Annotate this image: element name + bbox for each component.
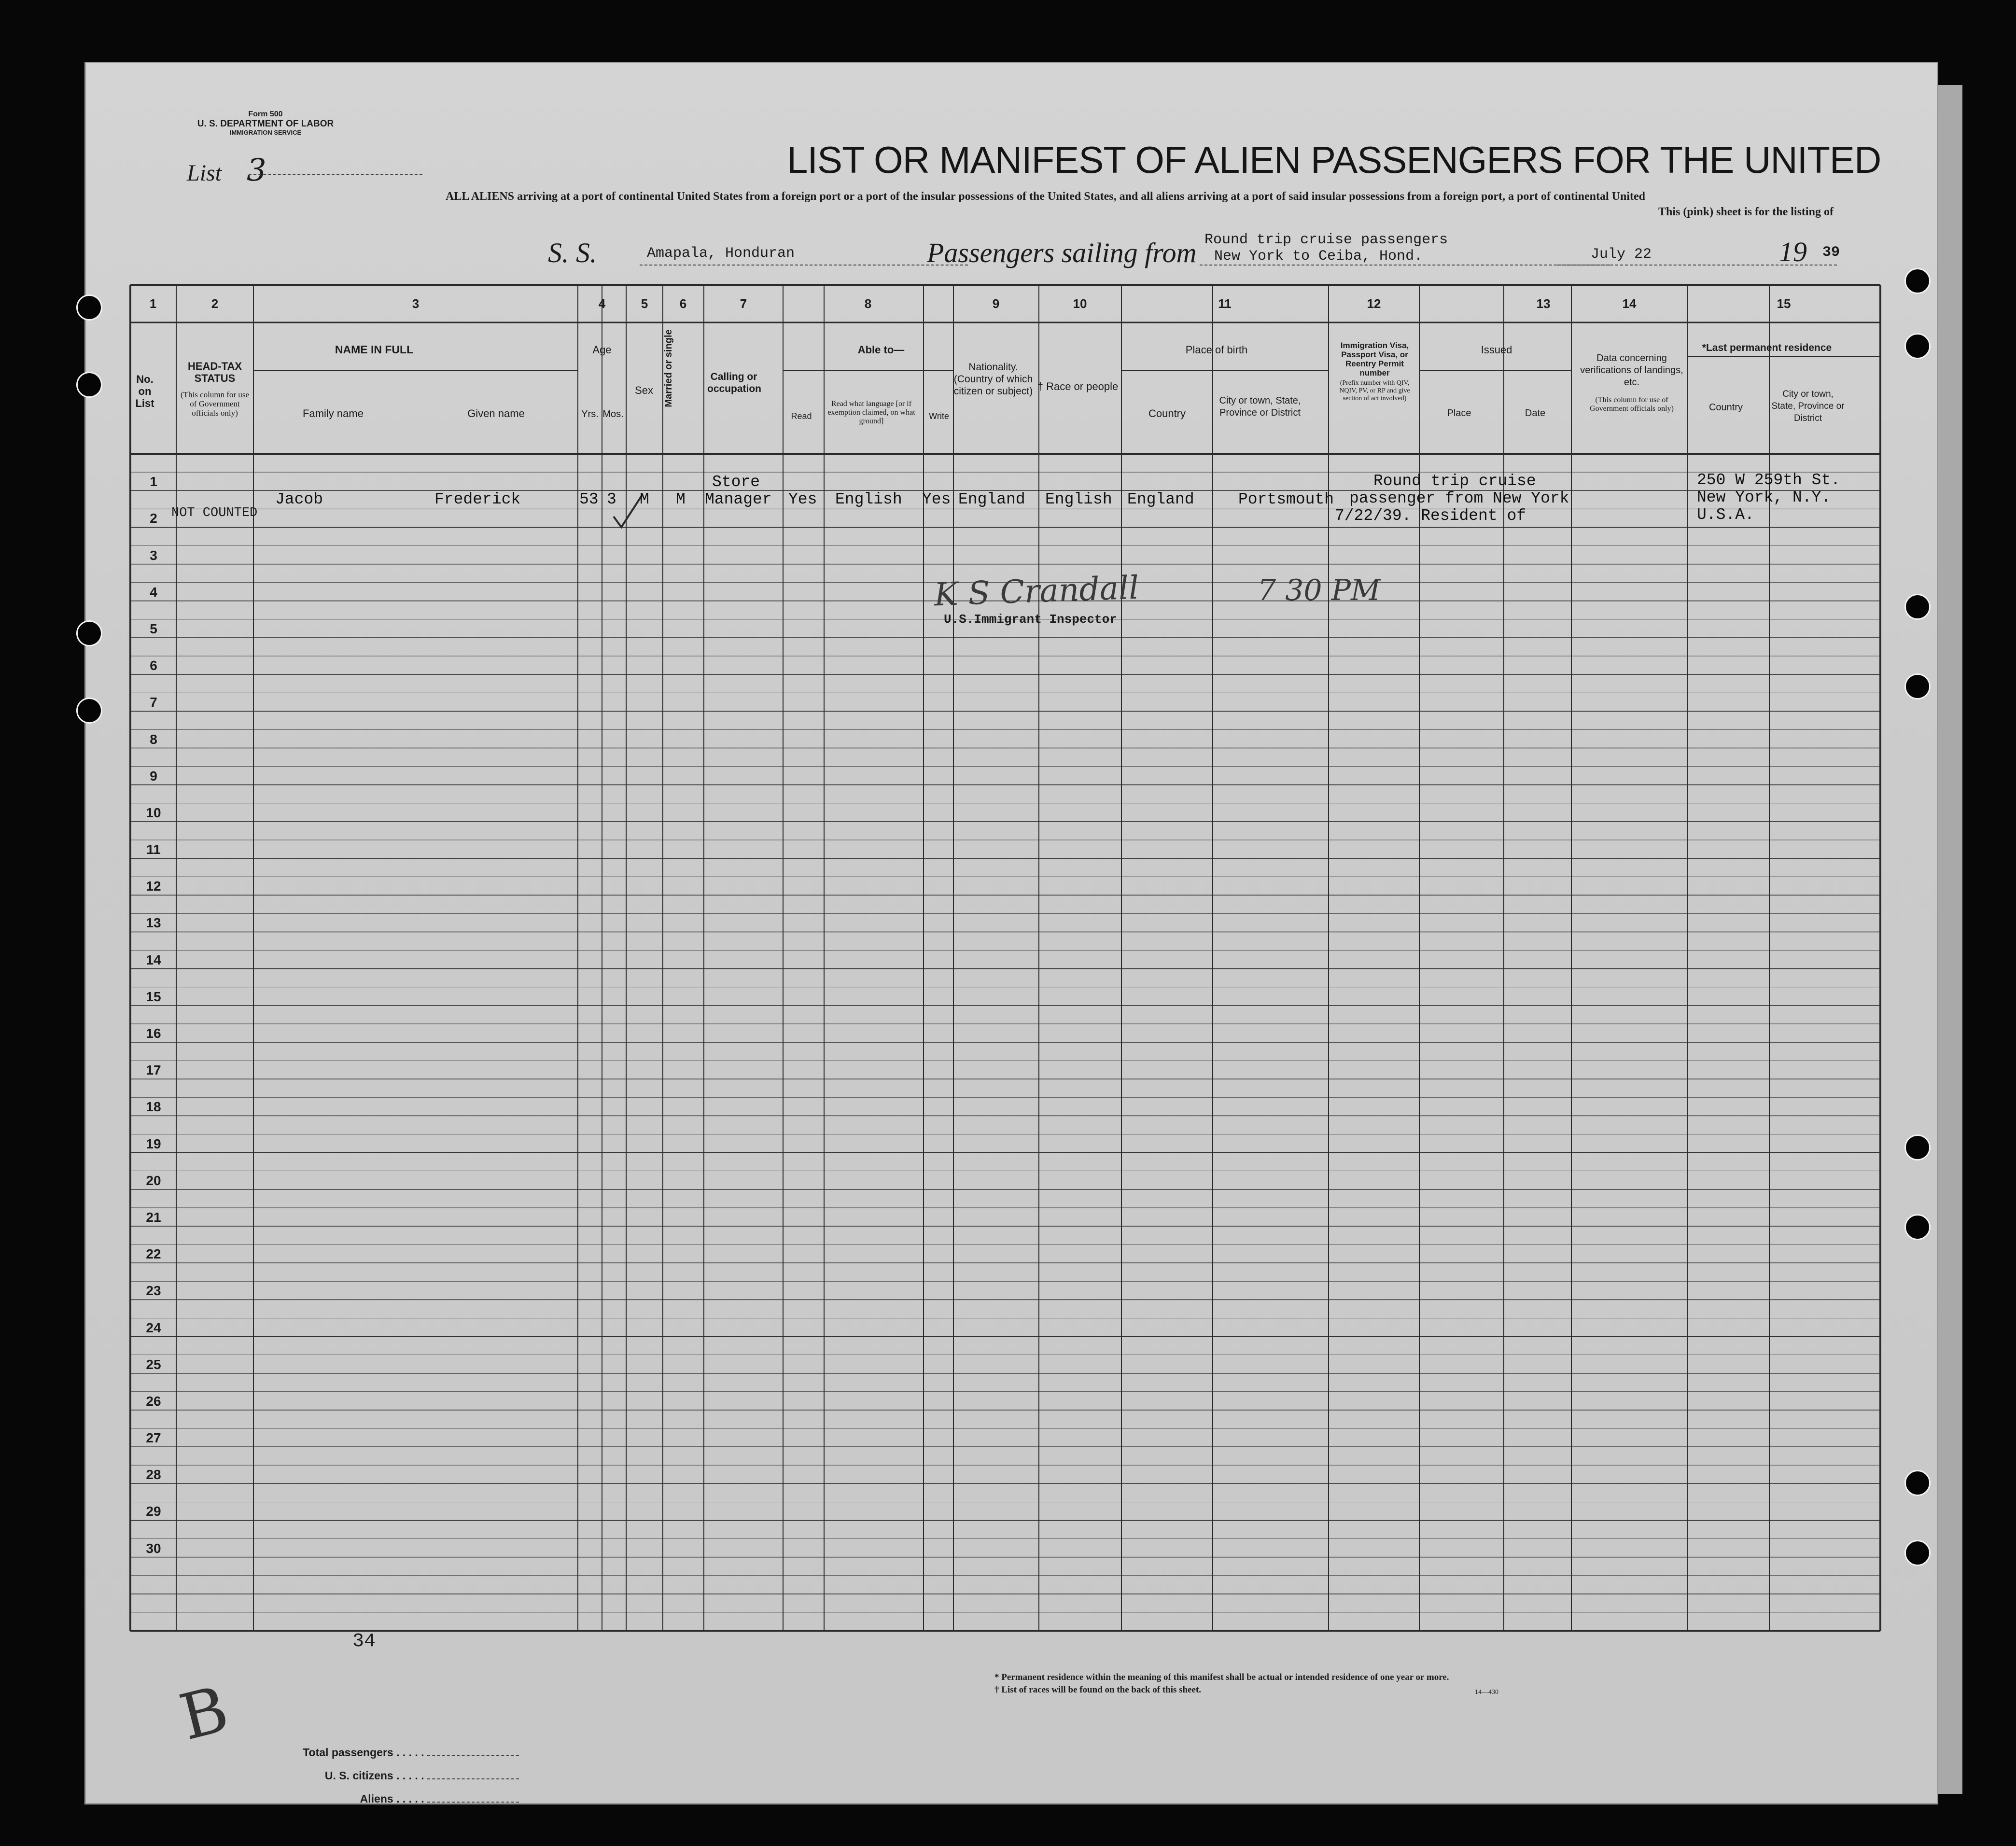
column-number: 11 [1218,296,1232,311]
manifest-sheet [84,62,1938,1804]
header-given-name: Given name [467,407,525,420]
row-number: 15 [146,989,161,1004]
row-number: 28 [146,1467,161,1482]
row-number: 14 [146,952,161,967]
column-number: 4 [598,296,606,311]
header-race: † Race or people [1037,380,1119,392]
inspector-stamp: U.S.Immigrant Inspector [944,612,1117,627]
column-number: 1 [149,296,157,311]
row-number: 7 [150,695,157,710]
column-number: 7 [740,296,747,311]
column-number: 8 [864,296,872,311]
row-number: 19 [146,1136,161,1151]
header-landing-note: (This column for use of Government officials only) [1590,396,1674,413]
row-number: 30 [146,1540,161,1556]
list-number: 3 [247,153,266,188]
ss-label: S. S. [548,237,597,268]
row-number: 16 [146,1026,161,1041]
footnote-1: * Permanent residence within the meaning of this manifest shall be actual or intended residence of one year or more. [994,1672,1449,1682]
entry-nationality: England [958,490,1025,508]
entry-language: English [835,490,902,508]
header-sex: Sex [635,384,653,396]
row-number: 17 [146,1063,161,1078]
entry-occupation-1: Store [712,473,760,491]
header-calling: Calling or occupation [707,371,762,394]
entry-birth-city: Portsmouth [1238,490,1334,508]
header-issued-date: Date [1525,408,1546,419]
row-number: 18 [146,1099,161,1115]
dots: . . . . . [396,1792,424,1805]
entry-read: Yes [788,490,817,508]
binder-hole-right-5 [1904,1134,1931,1161]
binder-hole-right-3 [1904,594,1931,620]
entry-write: Yes [922,490,951,508]
department-label: U. S. DEPARTMENT OF LABOR [197,119,334,129]
page-title: LIST OR MANIFEST OF ALIEN PASSENGERS FOR THE UNITED [787,139,1881,181]
row-number: 25 [146,1357,161,1372]
header-birth-country: Country [1148,407,1186,420]
row-number: 12 [146,879,161,894]
header-last-residence: *Last permanent residence [1702,342,1832,353]
binder-hole-right-8 [1904,1540,1931,1566]
entry-birth-country: England [1127,490,1194,508]
header-yrs: Yrs. [581,409,599,420]
us-citizens-label: U. S. citizens [324,1769,393,1782]
dots: . . . . . [396,1769,424,1782]
row-number: 5 [150,621,157,636]
header-issued-place: Place [1447,408,1471,419]
header-visa: Immigration Visa, Passport Visa, or Reentry Permit number [1340,341,1409,378]
row-number: 23 [146,1283,161,1299]
route-line-1: Round trip cruise passengers [1204,232,1448,248]
entry-visa-1: Round trip cruise [1373,472,1536,490]
route-line-2: New York to Ceiba, Hond. [1214,248,1423,265]
header-name-in-full: NAME IN FULL [335,343,414,356]
header-visa-note: (Prefix number with QIV, NQIV, PV, or RP and give section of act involved) [1339,379,1410,402]
entry-married: M [676,490,686,508]
binder-hole-right-4 [1904,673,1931,699]
header-head-tax-note: (This column for use of Government officials only) [180,390,250,418]
manifest-grid [84,62,1938,1804]
binder-hole-left-4 [76,698,102,724]
totals-block [287,1741,519,1810]
entry-visa-2: passenger from New York [1349,489,1569,507]
header-place-of-birth: Place of birth [1185,344,1248,356]
column-number: 14 [1622,296,1637,311]
total-passengers-label: Total passengers [303,1746,393,1759]
binder-hole-left-1 [76,294,102,321]
subtitle-line-1: ALL ALIENS arriving at a port of continental United States from a foreign port or a port of the insular possessions of the United States, and all aliens arriving at a port of said insular possessions from a foreign port, a port of continental United [446,190,1645,203]
binder-hole-right-2 [1904,333,1931,359]
header-res-country: Country [1708,402,1743,413]
entry-given-name: Frederick [434,490,521,508]
total-passengers-row [287,1741,519,1764]
row-number: 11 [146,842,161,857]
form-number: Form 500 [248,110,283,118]
entry-residence-1: 250 W 259th St. [1697,471,1841,489]
row-number: 27 [146,1430,161,1446]
us-citizens-row [287,1764,519,1787]
header-read: Read [791,411,812,421]
row-number: 1 [150,474,157,489]
print-code: 14—430 [1475,1689,1498,1696]
binder-hole-right-7 [1904,1470,1931,1496]
row-number: 2 [150,511,157,526]
row-number: 29 [146,1504,161,1519]
binder-hole-left-3 [76,620,102,646]
header-no-on-list: No. on List [135,373,154,409]
row-number: 8 [150,731,157,747]
entry-family-name: Jacob [275,490,323,508]
sailing-label: Passengers sailing from [927,237,1197,268]
header-head-tax: HEAD-TAX STATUS [187,360,242,384]
header-nationality: Nationality. (Country of which citizen or subject) [953,362,1033,397]
entry-age-mos: 3 [607,490,616,508]
page-count: 34 [352,1631,376,1652]
column-number: 15 [1777,296,1791,311]
subtitle-line-2: This (pink) sheet is for the listing of [1658,206,1834,218]
row-number: 24 [146,1320,161,1335]
column-number: 6 [679,296,687,311]
binder-hole-right-6 [1904,1214,1931,1240]
entry-head-tax: NOT COUNTED [171,506,258,520]
inspector-signature: K S Crandall [933,569,1140,614]
column-number: 5 [641,296,648,311]
entry-residence-2: New York, N.Y. [1697,489,1831,506]
column-number: 2 [211,296,219,311]
header-birth-city: City or town, State, Province or District [1219,395,1301,418]
list-text: List [187,160,222,186]
column-number: 9 [992,296,1000,311]
header-able-to: Able to— [857,344,905,356]
row-number: 10 [146,805,161,820]
binder-hole-left-2 [76,372,102,398]
row-number: 3 [150,547,157,563]
footnote-2: † List of races will be found on the back of this sheet. [994,1685,1202,1695]
ship-name: Amapala, Honduran [647,245,795,262]
entry-residence-3: U.S.A. [1697,506,1754,524]
row-number: 9 [150,768,157,783]
header-mos: Mos. [602,409,624,420]
column-number: 12 [1367,296,1381,311]
header-write: Write [929,411,949,421]
column-number: 3 [412,296,420,311]
aliens-row [287,1787,519,1810]
header-family-name: Family name [303,407,364,420]
entry-visa-3: 7/22/39. Resident of [1335,507,1526,525]
voyage-date: July 22 [1591,246,1652,263]
header-issued: Issued [1481,344,1512,356]
dots: . . . . . [396,1746,424,1759]
column-number: 13 [1536,296,1551,311]
row-number: 22 [146,1246,161,1262]
header-married: Married or single [663,329,674,407]
entry-race: English [1045,490,1112,508]
header-landing-data: Data concerning verifications of landings, etc. [1580,353,1683,388]
row-number: 26 [146,1393,161,1409]
column-number: 10 [1073,296,1087,311]
entry-age-yrs: 53 [579,490,599,508]
row-number: 6 [150,658,157,673]
entry-sex: M [640,490,649,508]
row-number: 20 [146,1173,161,1188]
binder-hole-right-1 [1904,268,1931,294]
service-label: IMMIGRATION SERVICE [229,129,302,136]
inspection-time: 7 30 PM [1258,573,1381,607]
aliens-label: Aliens [360,1792,393,1805]
row-number: 21 [146,1209,161,1225]
row-number: 4 [150,584,157,600]
row-number: 13 [146,915,161,931]
header-age: Age [592,344,612,356]
year-prefix: 19 [1779,236,1807,267]
year-suffix: 39 [1822,244,1840,261]
entry-occupation-2: Manager [705,490,772,508]
header-read-language: Read what language [or if exemption claimed, on what ground] [827,400,915,425]
header-res-city: City or town, State, Province or District [1771,389,1845,423]
corner-initial: B [173,1672,236,1755]
